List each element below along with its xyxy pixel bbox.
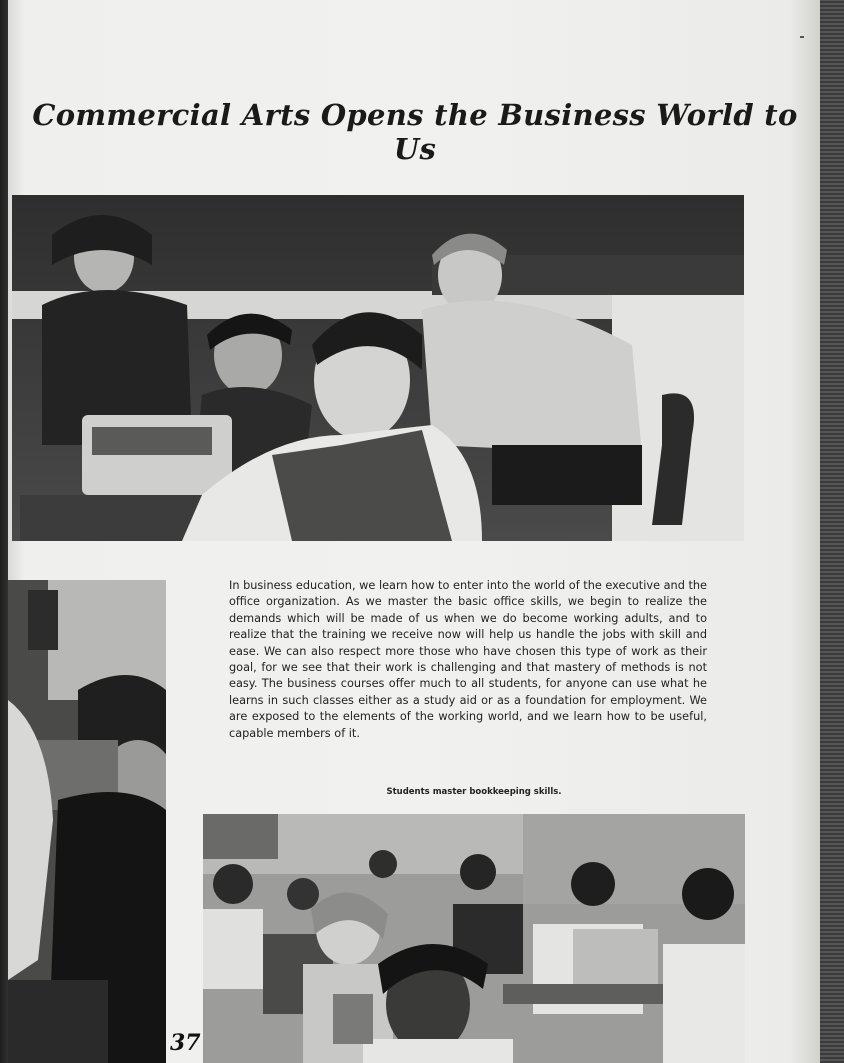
office-practice-photo: [8, 580, 166, 1063]
article-body: In business education, we learn how to enter into the world of the executive and the office organization. As we master the basic office skills, we begin to realize the demands which will be made of us when we do become working adults, and to realize that the training we receive now will help us handle the jobs with skill and ease. We can also respect more those who have chosen this type of work as their goal, for we see that their work is challenging and that mastery of methods is not easy. The business courses offer much to all students, for anyone can use what he learns in such classes either as a study aid or as a foundation for employment. We are exposed to the elements of the working world, and we learn how to be useful, capable members of it.: [229, 579, 707, 740]
yearbook-page: [8, 0, 822, 1063]
typing-class-photo: [12, 195, 744, 541]
printer-mark: [800, 36, 804, 38]
page-title: Commercial Arts Opens the Business World to Us: [32, 98, 798, 166]
book-binding: [820, 0, 844, 1063]
bookkeeping-class-photo: [203, 814, 745, 1063]
photo-caption: Students master bookkeeping skills.: [386, 787, 562, 797]
page-number: 37: [170, 1030, 201, 1056]
